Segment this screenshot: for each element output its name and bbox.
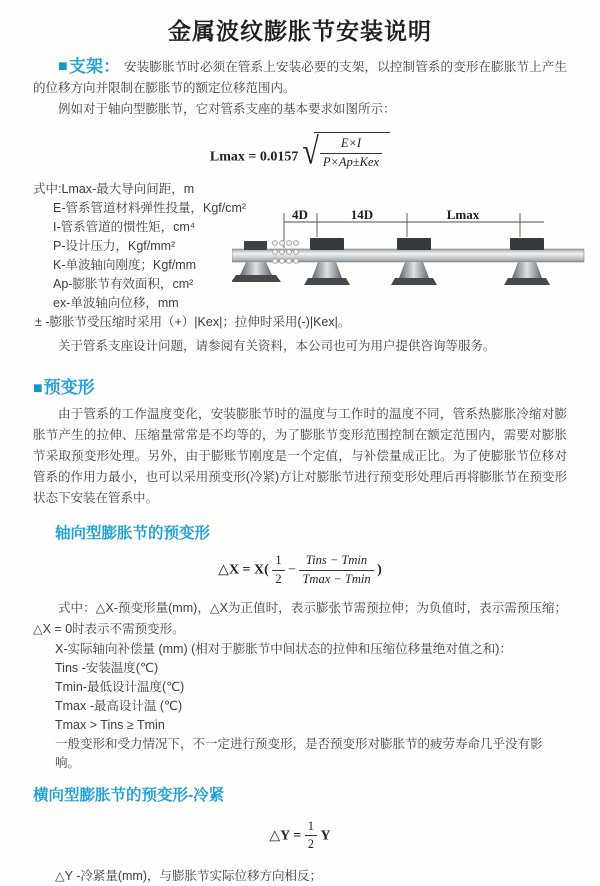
dim-label-14d: 14D bbox=[350, 208, 374, 223]
pipe bbox=[232, 249, 584, 262]
support-text-1: 安装膨胀节时必须在管系上安装必要的支架，以控制管系的变形在膨胀节上产生的位移方向并限制在膨胀节的额定位移范围内。 bbox=[33, 60, 567, 95]
half-numerator: 1 bbox=[305, 819, 317, 837]
dim-label-4d: 4D bbox=[292, 208, 308, 223]
minus-sign: − bbox=[288, 562, 296, 578]
dim-label-lmax: Lmax bbox=[446, 208, 480, 223]
pipe-support-diagram bbox=[232, 208, 587, 308]
definition-line: I-管系管道的惯性矩，cm⁴ bbox=[53, 220, 196, 235]
right-paren: ) bbox=[377, 562, 382, 578]
axial-definitions bbox=[33, 640, 567, 773]
temperature-fraction bbox=[299, 553, 373, 587]
support-text-2: 例如对于轴向型膨胀节，它对管系支座的基本要求如图所示： bbox=[58, 102, 396, 116]
temp-denominator: Tmax − Tmin bbox=[302, 571, 371, 586]
definition-line: P-设计压力，Kgf/mm² bbox=[53, 239, 176, 254]
document-page bbox=[0, 13, 600, 886]
definition-line: ± -膨胀节受压缩时采用（+）|Kex|；拉伸时采用(-)|Kex|。 bbox=[35, 315, 351, 330]
lmax-formula-lhs: Lmax = 0.0157 bbox=[209, 149, 299, 165]
definition-line: Ap-膨胀节有效面积，cm² bbox=[53, 277, 194, 292]
axial-subheading: 轴向型膨胀节的预变形 bbox=[55, 525, 211, 543]
definitions-block bbox=[33, 180, 567, 332]
definition-line: X-实际轴向补偿量 (mm) (相对于膨胀节中间状态的拉伸和压缩位移量绝对值之和)： bbox=[55, 641, 512, 656]
lmax-formula bbox=[33, 132, 567, 170]
page-title: 金属波纹膨胀节安装说明 bbox=[168, 18, 432, 44]
half-denominator: 2 bbox=[307, 837, 314, 852]
predeform-section-heading bbox=[33, 373, 567, 398]
sqrt-glyph: √ bbox=[302, 130, 319, 172]
support-section-label: 支架： bbox=[68, 57, 121, 76]
lateral-formula-rhs: Y bbox=[320, 827, 331, 843]
support-paragraph bbox=[33, 56, 567, 99]
half-denominator: 2 bbox=[275, 571, 282, 586]
axial-formula bbox=[33, 553, 567, 587]
lmax-denominator: P×Ap±Kex bbox=[322, 154, 380, 169]
definition-line: Tmax > Tins ≥ Tmin bbox=[55, 717, 165, 732]
section-square-icon: ■ bbox=[33, 380, 43, 398]
temp-numerator: Tins − Tmin bbox=[299, 553, 373, 571]
predeform-heading-label: 预变形 bbox=[43, 378, 95, 398]
support-note: 关于管系支座设计问题，请参阅有关资料，本公司也可为用户提供咨询等服务。 bbox=[58, 339, 496, 354]
lateral-formula bbox=[33, 819, 567, 853]
definition-line: 式中:Lmax-最大导向间距，m bbox=[33, 182, 195, 197]
definition-line: Tmax -最高设计温 (℃) bbox=[55, 698, 183, 713]
definition-line: ex-单波轴向位移，mm bbox=[53, 296, 179, 311]
definition-line: Tins -安装温度(℃) bbox=[55, 660, 159, 675]
predeform-paragraph: 由于管系的工作温度变化，安装膨胀节时的温度与工作时的温度不同，管系热膨胀冷缩对膨胀节产生的拉伸、压缩量常常是不均等的，为了膨胀节变形范围控制在额定范围内，需要对膨胀节采取预变形处理。另外，由于膨账节刚度是一个定值，与补偿量成正比。为了使膨胀节位移对管系的作用力最小，也可以采用预变形(冷紧)方让对膨胀节进行预变形处理后再将膨胀节在预变形状态下安装在管系中。 bbox=[33, 407, 567, 506]
half-fraction bbox=[272, 553, 284, 587]
definition-line: E-管系管道材料弹性投量，Kgf/cm² bbox=[53, 201, 247, 216]
lateral-note: △Y -冷紧量(mm)，与膨胀节实际位移方向相反； bbox=[55, 868, 323, 883]
axial-formula-lhs: △X = X( bbox=[218, 562, 269, 578]
lateral-subheading: 横向型膨胀节的预变形-冷紧 bbox=[33, 786, 225, 804]
lateral-formula-lhs: △Y = bbox=[269, 827, 302, 843]
definition-line: Tmin-最低设计温度(℃) bbox=[55, 679, 185, 694]
lmax-fraction bbox=[320, 136, 382, 170]
section-square-icon: ■ bbox=[58, 58, 68, 75]
half-numerator: 1 bbox=[272, 553, 284, 571]
radical-sign bbox=[302, 132, 390, 170]
definition-line: K-单波轴向刚度；Kgf/mm bbox=[53, 258, 197, 273]
lmax-numerator: E×I bbox=[320, 136, 382, 154]
definition-line: 一般变形和受力情况下，不一定进行预变形，是否预变形对膨胀节的疲劳寿命几乎没有影响。 bbox=[55, 736, 543, 770]
axial-paragraph: 式中：△X-预变形量(mm)，△X为正值时，表示膨张节需预拉伸；为负值时，表示需预压缩；△X = 0时表示不需预变形。 bbox=[33, 600, 567, 636]
half-fraction bbox=[305, 819, 317, 853]
